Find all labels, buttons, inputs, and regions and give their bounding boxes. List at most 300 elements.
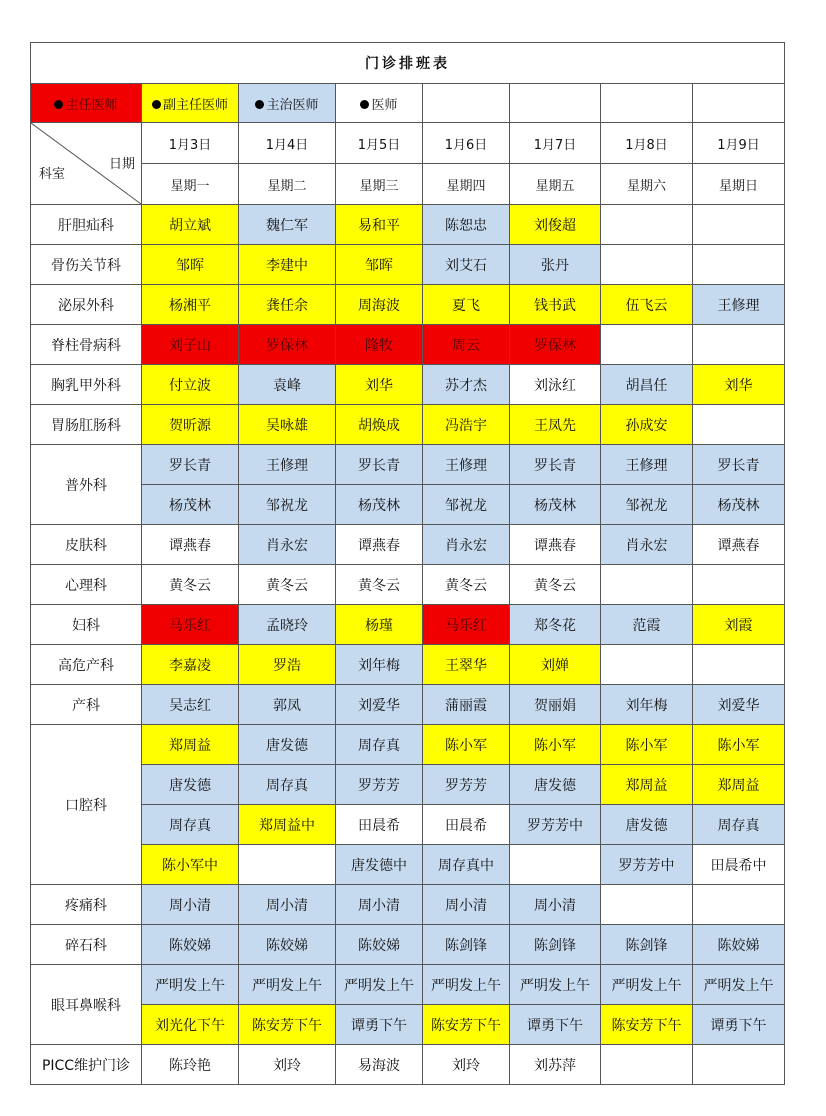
schedule-cell bbox=[423, 725, 510, 765]
doctor-name: 刘子山 bbox=[169, 337, 211, 354]
schedule-cell bbox=[336, 285, 423, 325]
table-row bbox=[31, 285, 785, 325]
schedule-cell bbox=[142, 925, 239, 965]
schedule-cell bbox=[142, 765, 239, 805]
schedule-cell bbox=[239, 605, 336, 645]
schedule-cell bbox=[142, 485, 239, 525]
doctor-name: 袁峰 bbox=[273, 377, 301, 394]
doctor-name: 陈玲艳 bbox=[169, 1057, 211, 1074]
schedule-cell bbox=[510, 805, 601, 845]
schedule-cell bbox=[142, 605, 239, 645]
doctor-name: 唐发德 bbox=[169, 777, 211, 794]
doctor-name: 唐发德 bbox=[534, 777, 576, 794]
schedule-cell bbox=[142, 405, 239, 445]
schedule-cell bbox=[601, 1045, 693, 1085]
schedule-cell bbox=[693, 965, 785, 1005]
schedule-cell bbox=[239, 725, 336, 765]
schedule-cell bbox=[336, 925, 423, 965]
doctor-name: 邹祝龙 bbox=[445, 497, 487, 514]
schedule-cell bbox=[693, 405, 785, 445]
schedule-cell bbox=[423, 1005, 510, 1045]
schedule-cell bbox=[693, 765, 785, 805]
table-row bbox=[31, 685, 785, 725]
table-row bbox=[31, 325, 785, 365]
doctor-name: 刘华 bbox=[724, 377, 753, 394]
schedule-cell bbox=[423, 245, 510, 285]
schedule-cell bbox=[423, 1045, 510, 1085]
schedule-cell bbox=[336, 845, 423, 885]
doctor-name: 罗保林 bbox=[534, 337, 576, 354]
department-name: 脊柱骨病科 bbox=[31, 325, 142, 365]
doctor-name: 刘年梅 bbox=[625, 697, 668, 714]
schedule-cell bbox=[142, 445, 239, 485]
doctor-name: 郑冬花 bbox=[534, 617, 576, 634]
doctor-name: 邹祝龙 bbox=[266, 497, 308, 514]
table-row bbox=[31, 525, 785, 565]
doctor-name: 陈安芳下午 bbox=[252, 1017, 322, 1034]
schedule-cell bbox=[601, 1005, 693, 1045]
schedule-cell bbox=[142, 365, 239, 405]
schedule-cell bbox=[510, 885, 601, 925]
doctor-name: 杨湘平 bbox=[169, 297, 211, 314]
schedule-cell bbox=[239, 205, 336, 245]
doctor-name: 陈安芳下午 bbox=[611, 1017, 682, 1034]
schedule-cell bbox=[142, 725, 239, 765]
doctor-name: 邹祝龙 bbox=[625, 497, 668, 514]
schedule-cell bbox=[336, 765, 423, 805]
schedule-cell bbox=[423, 845, 510, 885]
doctor-name: 谭燕春 bbox=[358, 537, 400, 554]
schedule-cell bbox=[693, 245, 785, 285]
doctor-name: 郑周益中 bbox=[259, 817, 315, 834]
schedule-cell bbox=[693, 885, 785, 925]
schedule-cell bbox=[601, 245, 693, 285]
schedule-cell bbox=[142, 645, 239, 685]
weekday-header: 星期四 bbox=[423, 164, 510, 205]
table-row bbox=[31, 925, 785, 965]
schedule-cell bbox=[423, 685, 510, 725]
schedule-cell bbox=[423, 965, 510, 1005]
corner-department-label: 科室 bbox=[39, 167, 66, 182]
doctor-name: 刘爱华 bbox=[358, 697, 400, 714]
doctor-name: 隆牧 bbox=[365, 337, 393, 354]
schedule-cell bbox=[142, 965, 239, 1005]
schedule-cell bbox=[693, 845, 785, 885]
doctor-name: 罗长青 bbox=[534, 457, 576, 474]
doctor-name: 周小清 bbox=[169, 897, 211, 914]
doctor-name: 吴咏雄 bbox=[266, 417, 308, 434]
schedule-cell bbox=[601, 365, 693, 405]
dot-icon bbox=[54, 100, 63, 109]
weekday-header: 星期五 bbox=[510, 164, 601, 205]
weekday-header: 星期六 bbox=[601, 164, 693, 205]
doctor-name: 严明发上午 bbox=[344, 977, 414, 994]
schedule-cell bbox=[336, 405, 423, 445]
schedule-sheet bbox=[30, 42, 784, 1085]
legend-empty-cell bbox=[693, 84, 785, 123]
doctor-name: 王修理 bbox=[625, 457, 668, 474]
doctor-name: 陈姣娣 bbox=[358, 937, 400, 954]
doctor-name: 陈小军 bbox=[534, 737, 576, 754]
table-row bbox=[31, 965, 785, 1005]
schedule-cell bbox=[693, 445, 785, 485]
schedule-cell bbox=[693, 925, 785, 965]
doctor-name: 孙成安 bbox=[625, 417, 668, 434]
schedule-cell bbox=[601, 725, 693, 765]
schedule-cell bbox=[239, 885, 336, 925]
schedule-cell bbox=[510, 765, 601, 805]
legend-attending-physician: 主治医师 bbox=[239, 84, 336, 123]
dot-icon bbox=[152, 100, 161, 109]
doctor-name: 陈剑锋 bbox=[445, 937, 487, 954]
table-row bbox=[31, 245, 785, 285]
schedule-cell bbox=[239, 405, 336, 445]
schedule-cell bbox=[423, 365, 510, 405]
date-header: 1月4日 bbox=[239, 123, 336, 164]
schedule-cell bbox=[239, 325, 336, 365]
doctor-name: 罗芳芳中 bbox=[527, 817, 583, 834]
doctor-name: 罗长青 bbox=[358, 457, 400, 474]
schedule-cell bbox=[336, 205, 423, 245]
doctor-name: 周海波 bbox=[358, 297, 400, 314]
schedule-cell bbox=[142, 805, 239, 845]
schedule-cell bbox=[336, 965, 423, 1005]
doctor-name: 田晨希 bbox=[358, 817, 400, 834]
schedule-cell bbox=[239, 445, 336, 485]
legend-empty-cell bbox=[423, 84, 510, 123]
schedule-cell bbox=[239, 285, 336, 325]
schedule-cell bbox=[601, 205, 693, 245]
doctor-name: 冯浩宇 bbox=[445, 417, 487, 434]
weekday-header: 星期日 bbox=[693, 164, 785, 205]
department-name: 口腔科 bbox=[31, 725, 142, 885]
doctor-name: 刘爱华 bbox=[717, 697, 760, 714]
doctor-name: 周存真 bbox=[717, 817, 760, 834]
schedule-cell bbox=[423, 325, 510, 365]
schedule-cell bbox=[239, 845, 336, 885]
schedule-cell bbox=[693, 1045, 785, 1085]
schedule-cell bbox=[510, 405, 601, 445]
schedule-cell bbox=[693, 565, 785, 605]
table-row bbox=[31, 1005, 785, 1045]
schedule-cell bbox=[693, 325, 785, 365]
table-row bbox=[31, 1045, 785, 1085]
schedule-cell bbox=[601, 845, 693, 885]
doctor-name: 杨茂林 bbox=[358, 497, 400, 514]
doctor-name: 杨茂林 bbox=[169, 497, 211, 514]
doctor-name: 吴志红 bbox=[169, 697, 211, 714]
table-row bbox=[31, 365, 785, 405]
schedule-cell bbox=[423, 525, 510, 565]
schedule-cell bbox=[239, 1045, 336, 1085]
doctor-name: 伍飞云 bbox=[625, 297, 668, 314]
doctor-name: 王修理 bbox=[717, 297, 760, 314]
doctor-name: 陈小军 bbox=[445, 737, 487, 754]
schedule-cell bbox=[601, 605, 693, 645]
schedule-cell bbox=[601, 485, 693, 525]
date-header: 1月7日 bbox=[510, 123, 601, 164]
doctor-name: 付立波 bbox=[169, 377, 211, 394]
department-name: 高危产科 bbox=[31, 645, 142, 685]
doctor-name: 田晨希中 bbox=[710, 857, 767, 874]
doctor-name: 胡昌任 bbox=[625, 377, 668, 394]
date-header: 1月8日 bbox=[601, 123, 693, 164]
schedule-cell bbox=[423, 445, 510, 485]
schedule-cell bbox=[142, 685, 239, 725]
doctor-name: 刘婵 bbox=[541, 657, 569, 674]
doctor-name: 严明发上午 bbox=[703, 977, 774, 994]
schedule-cell bbox=[336, 365, 423, 405]
corner-date-label: 日期 bbox=[108, 157, 135, 172]
doctor-name: 唐发德 bbox=[266, 737, 308, 754]
legend-physician: 医师 bbox=[336, 84, 423, 123]
schedule-cell bbox=[142, 885, 239, 925]
doctor-name: 杨茂林 bbox=[717, 497, 760, 514]
doctor-name: 范霞 bbox=[632, 617, 661, 634]
schedule-cell bbox=[693, 805, 785, 845]
doctor-name: 肖永宏 bbox=[266, 537, 308, 554]
doctor-name: 贺丽娟 bbox=[534, 697, 576, 714]
schedule-cell bbox=[142, 1005, 239, 1045]
schedule-cell bbox=[336, 885, 423, 925]
doctor-name: 王凤先 bbox=[534, 417, 576, 434]
doctor-name: 郑周益 bbox=[717, 777, 760, 794]
schedule-cell bbox=[601, 925, 693, 965]
doctor-name: 谭勇下午 bbox=[527, 1017, 583, 1034]
schedule-cell bbox=[693, 525, 785, 565]
schedule-cell bbox=[510, 205, 601, 245]
schedule-cell bbox=[693, 685, 785, 725]
schedule-cell bbox=[142, 1045, 239, 1085]
doctor-name: 周存真 bbox=[169, 817, 211, 834]
doctor-name: 陈姣娣 bbox=[169, 937, 211, 954]
doctor-name: 严明发上午 bbox=[155, 977, 225, 994]
doctor-name: 刘霞 bbox=[724, 617, 753, 634]
doctor-name: 罗芳芳 bbox=[445, 777, 487, 794]
doctor-name: 周存真 bbox=[266, 777, 308, 794]
schedule-cell bbox=[693, 365, 785, 405]
schedule-cell bbox=[601, 445, 693, 485]
schedule-cell bbox=[423, 925, 510, 965]
schedule-cell bbox=[142, 205, 239, 245]
doctor-name: 刘华 bbox=[365, 377, 393, 394]
schedule-cell bbox=[510, 925, 601, 965]
schedule-cell bbox=[423, 285, 510, 325]
schedule-cell bbox=[510, 325, 601, 365]
schedule-cell bbox=[693, 485, 785, 525]
department-name: PICC维护门诊 bbox=[31, 1045, 142, 1085]
doctor-name: 王修理 bbox=[266, 457, 308, 474]
doctor-name: 夏飞 bbox=[452, 297, 480, 314]
doctor-name: 罗长青 bbox=[169, 457, 211, 474]
department-name: 碎石科 bbox=[31, 925, 142, 965]
doctor-name: 罗芳芳中 bbox=[618, 857, 675, 874]
doctor-name: 孟晓玲 bbox=[266, 617, 308, 634]
doctor-name: 王修理 bbox=[445, 457, 487, 474]
table-row bbox=[31, 565, 785, 605]
date-header: 1月6日 bbox=[423, 123, 510, 164]
schedule-cell bbox=[510, 485, 601, 525]
doctor-name: 贺昕源 bbox=[169, 417, 211, 434]
department-name: 胸乳甲外科 bbox=[31, 365, 142, 405]
schedule-cell bbox=[336, 565, 423, 605]
schedule-cell bbox=[510, 605, 601, 645]
schedule-cell bbox=[510, 245, 601, 285]
schedule-cell bbox=[510, 1045, 601, 1085]
doctor-name: 刘年梅 bbox=[358, 657, 400, 674]
schedule-cell bbox=[423, 485, 510, 525]
schedule-cell bbox=[336, 685, 423, 725]
table-row bbox=[31, 445, 785, 485]
schedule-cell bbox=[336, 445, 423, 485]
schedule-cell bbox=[510, 845, 601, 885]
schedule-cell bbox=[142, 525, 239, 565]
doctor-name: 周小清 bbox=[358, 897, 400, 914]
schedule-cell bbox=[510, 725, 601, 765]
schedule-cell bbox=[142, 845, 239, 885]
date-header: 1月3日 bbox=[142, 123, 239, 164]
schedule-cell bbox=[601, 805, 693, 845]
table-row bbox=[31, 765, 785, 805]
doctor-name: 周云 bbox=[452, 337, 480, 354]
doctor-name: 魏仁军 bbox=[266, 217, 308, 234]
schedule-cell bbox=[423, 805, 510, 845]
doctor-name: 周小清 bbox=[534, 897, 576, 914]
legend-empty-cell bbox=[601, 84, 693, 123]
doctor-name: 谭勇下午 bbox=[710, 1017, 767, 1034]
department-name: 心理科 bbox=[31, 565, 142, 605]
doctor-name: 陈剑锋 bbox=[625, 937, 668, 954]
doctor-name: 陈剑锋 bbox=[534, 937, 576, 954]
doctor-name: 龚任余 bbox=[266, 297, 308, 314]
doctor-name: 张丹 bbox=[541, 257, 569, 274]
weekday-header: 星期三 bbox=[336, 164, 423, 205]
department-name: 普外科 bbox=[31, 445, 142, 525]
doctor-name: 易海波 bbox=[358, 1057, 400, 1074]
schedule-table bbox=[30, 42, 785, 1085]
schedule-cell bbox=[693, 1005, 785, 1045]
schedule-cell bbox=[423, 765, 510, 805]
date-row bbox=[31, 123, 785, 164]
department-name: 肝胆疝科 bbox=[31, 205, 142, 245]
date-header: 1月9日 bbox=[693, 123, 785, 164]
doctor-name: 周小清 bbox=[445, 897, 487, 914]
doctor-name: 黄冬云 bbox=[169, 577, 211, 594]
doctor-name: 罗浩 bbox=[273, 657, 301, 674]
schedule-cell bbox=[510, 685, 601, 725]
schedule-cell bbox=[336, 725, 423, 765]
schedule-cell bbox=[510, 445, 601, 485]
schedule-cell bbox=[510, 365, 601, 405]
department-name: 妇科 bbox=[31, 605, 142, 645]
department-name: 泌尿外科 bbox=[31, 285, 142, 325]
doctor-name: 李建中 bbox=[266, 257, 308, 274]
schedule-cell bbox=[601, 525, 693, 565]
header-corner bbox=[31, 123, 142, 205]
doctor-name: 谭燕春 bbox=[534, 537, 576, 554]
schedule-cell bbox=[510, 525, 601, 565]
doctor-name: 刘俊超 bbox=[534, 217, 576, 234]
doctor-name: 罗长青 bbox=[717, 457, 760, 474]
doctor-name: 陈姣娣 bbox=[717, 937, 760, 954]
schedule-cell bbox=[336, 645, 423, 685]
table-row bbox=[31, 205, 785, 245]
doctor-name: 黄冬云 bbox=[266, 577, 308, 594]
table-row bbox=[31, 405, 785, 445]
schedule-cell bbox=[336, 805, 423, 845]
doctor-name: 马乐红 bbox=[445, 617, 487, 634]
doctor-name: 谭勇下午 bbox=[351, 1017, 407, 1034]
doctor-name: 严明发上午 bbox=[520, 977, 590, 994]
schedule-cell bbox=[239, 765, 336, 805]
department-name: 骨伤关节科 bbox=[31, 245, 142, 285]
doctor-name: 邹晖 bbox=[365, 257, 393, 274]
schedule-cell bbox=[336, 325, 423, 365]
legend-chief-physician: 主任医师 bbox=[31, 84, 142, 123]
dot-icon bbox=[255, 100, 264, 109]
doctor-name: 肖永宏 bbox=[625, 537, 668, 554]
weekday-header: 星期一 bbox=[142, 164, 239, 205]
schedule-cell bbox=[601, 565, 693, 605]
schedule-cell bbox=[239, 965, 336, 1005]
doctor-name: 陈安芳下午 bbox=[431, 1017, 501, 1034]
doctor-name: 周小清 bbox=[266, 897, 308, 914]
schedule-cell bbox=[510, 965, 601, 1005]
doctor-name: 黄冬云 bbox=[358, 577, 400, 594]
schedule-cell bbox=[601, 965, 693, 1005]
doctor-name: 严明发上午 bbox=[611, 977, 682, 994]
date-header: 1月5日 bbox=[336, 123, 423, 164]
schedule-cell bbox=[601, 685, 693, 725]
doctor-name: 邹晖 bbox=[176, 257, 204, 274]
legend-empty-cell bbox=[510, 84, 601, 123]
schedule-cell bbox=[142, 325, 239, 365]
schedule-cell bbox=[239, 245, 336, 285]
doctor-name: 苏才杰 bbox=[445, 377, 487, 394]
table-row bbox=[31, 845, 785, 885]
department-name: 产科 bbox=[31, 685, 142, 725]
doctor-name: 罗保林 bbox=[266, 337, 308, 354]
doctor-name: 唐发德 bbox=[625, 817, 668, 834]
schedule-cell bbox=[693, 605, 785, 645]
schedule-cell bbox=[142, 565, 239, 605]
doctor-name: 严明发上午 bbox=[252, 977, 322, 994]
doctor-name: 马乐红 bbox=[169, 617, 211, 634]
doctor-name: 刘苏萍 bbox=[534, 1057, 576, 1074]
schedule-cell bbox=[142, 245, 239, 285]
legend-associate-chief-physician: 副主任医师 bbox=[142, 84, 239, 123]
doctor-name: 陈小军 bbox=[717, 737, 760, 754]
department-name: 皮肤科 bbox=[31, 525, 142, 565]
schedule-cell bbox=[601, 645, 693, 685]
schedule-cell bbox=[423, 645, 510, 685]
doctor-name: 黄冬云 bbox=[534, 577, 576, 594]
schedule-cell bbox=[239, 365, 336, 405]
doctor-name: 谭燕春 bbox=[717, 537, 760, 554]
schedule-cell bbox=[510, 565, 601, 605]
schedule-cell bbox=[601, 405, 693, 445]
schedule-cell bbox=[510, 645, 601, 685]
schedule-cell bbox=[423, 565, 510, 605]
schedule-cell bbox=[336, 525, 423, 565]
schedule-cell bbox=[693, 645, 785, 685]
doctor-name: 严明发上午 bbox=[431, 977, 501, 994]
doctor-name: 黄冬云 bbox=[445, 577, 487, 594]
table-row bbox=[31, 805, 785, 845]
schedule-cell bbox=[142, 285, 239, 325]
schedule-cell bbox=[423, 405, 510, 445]
schedule-cell bbox=[601, 285, 693, 325]
